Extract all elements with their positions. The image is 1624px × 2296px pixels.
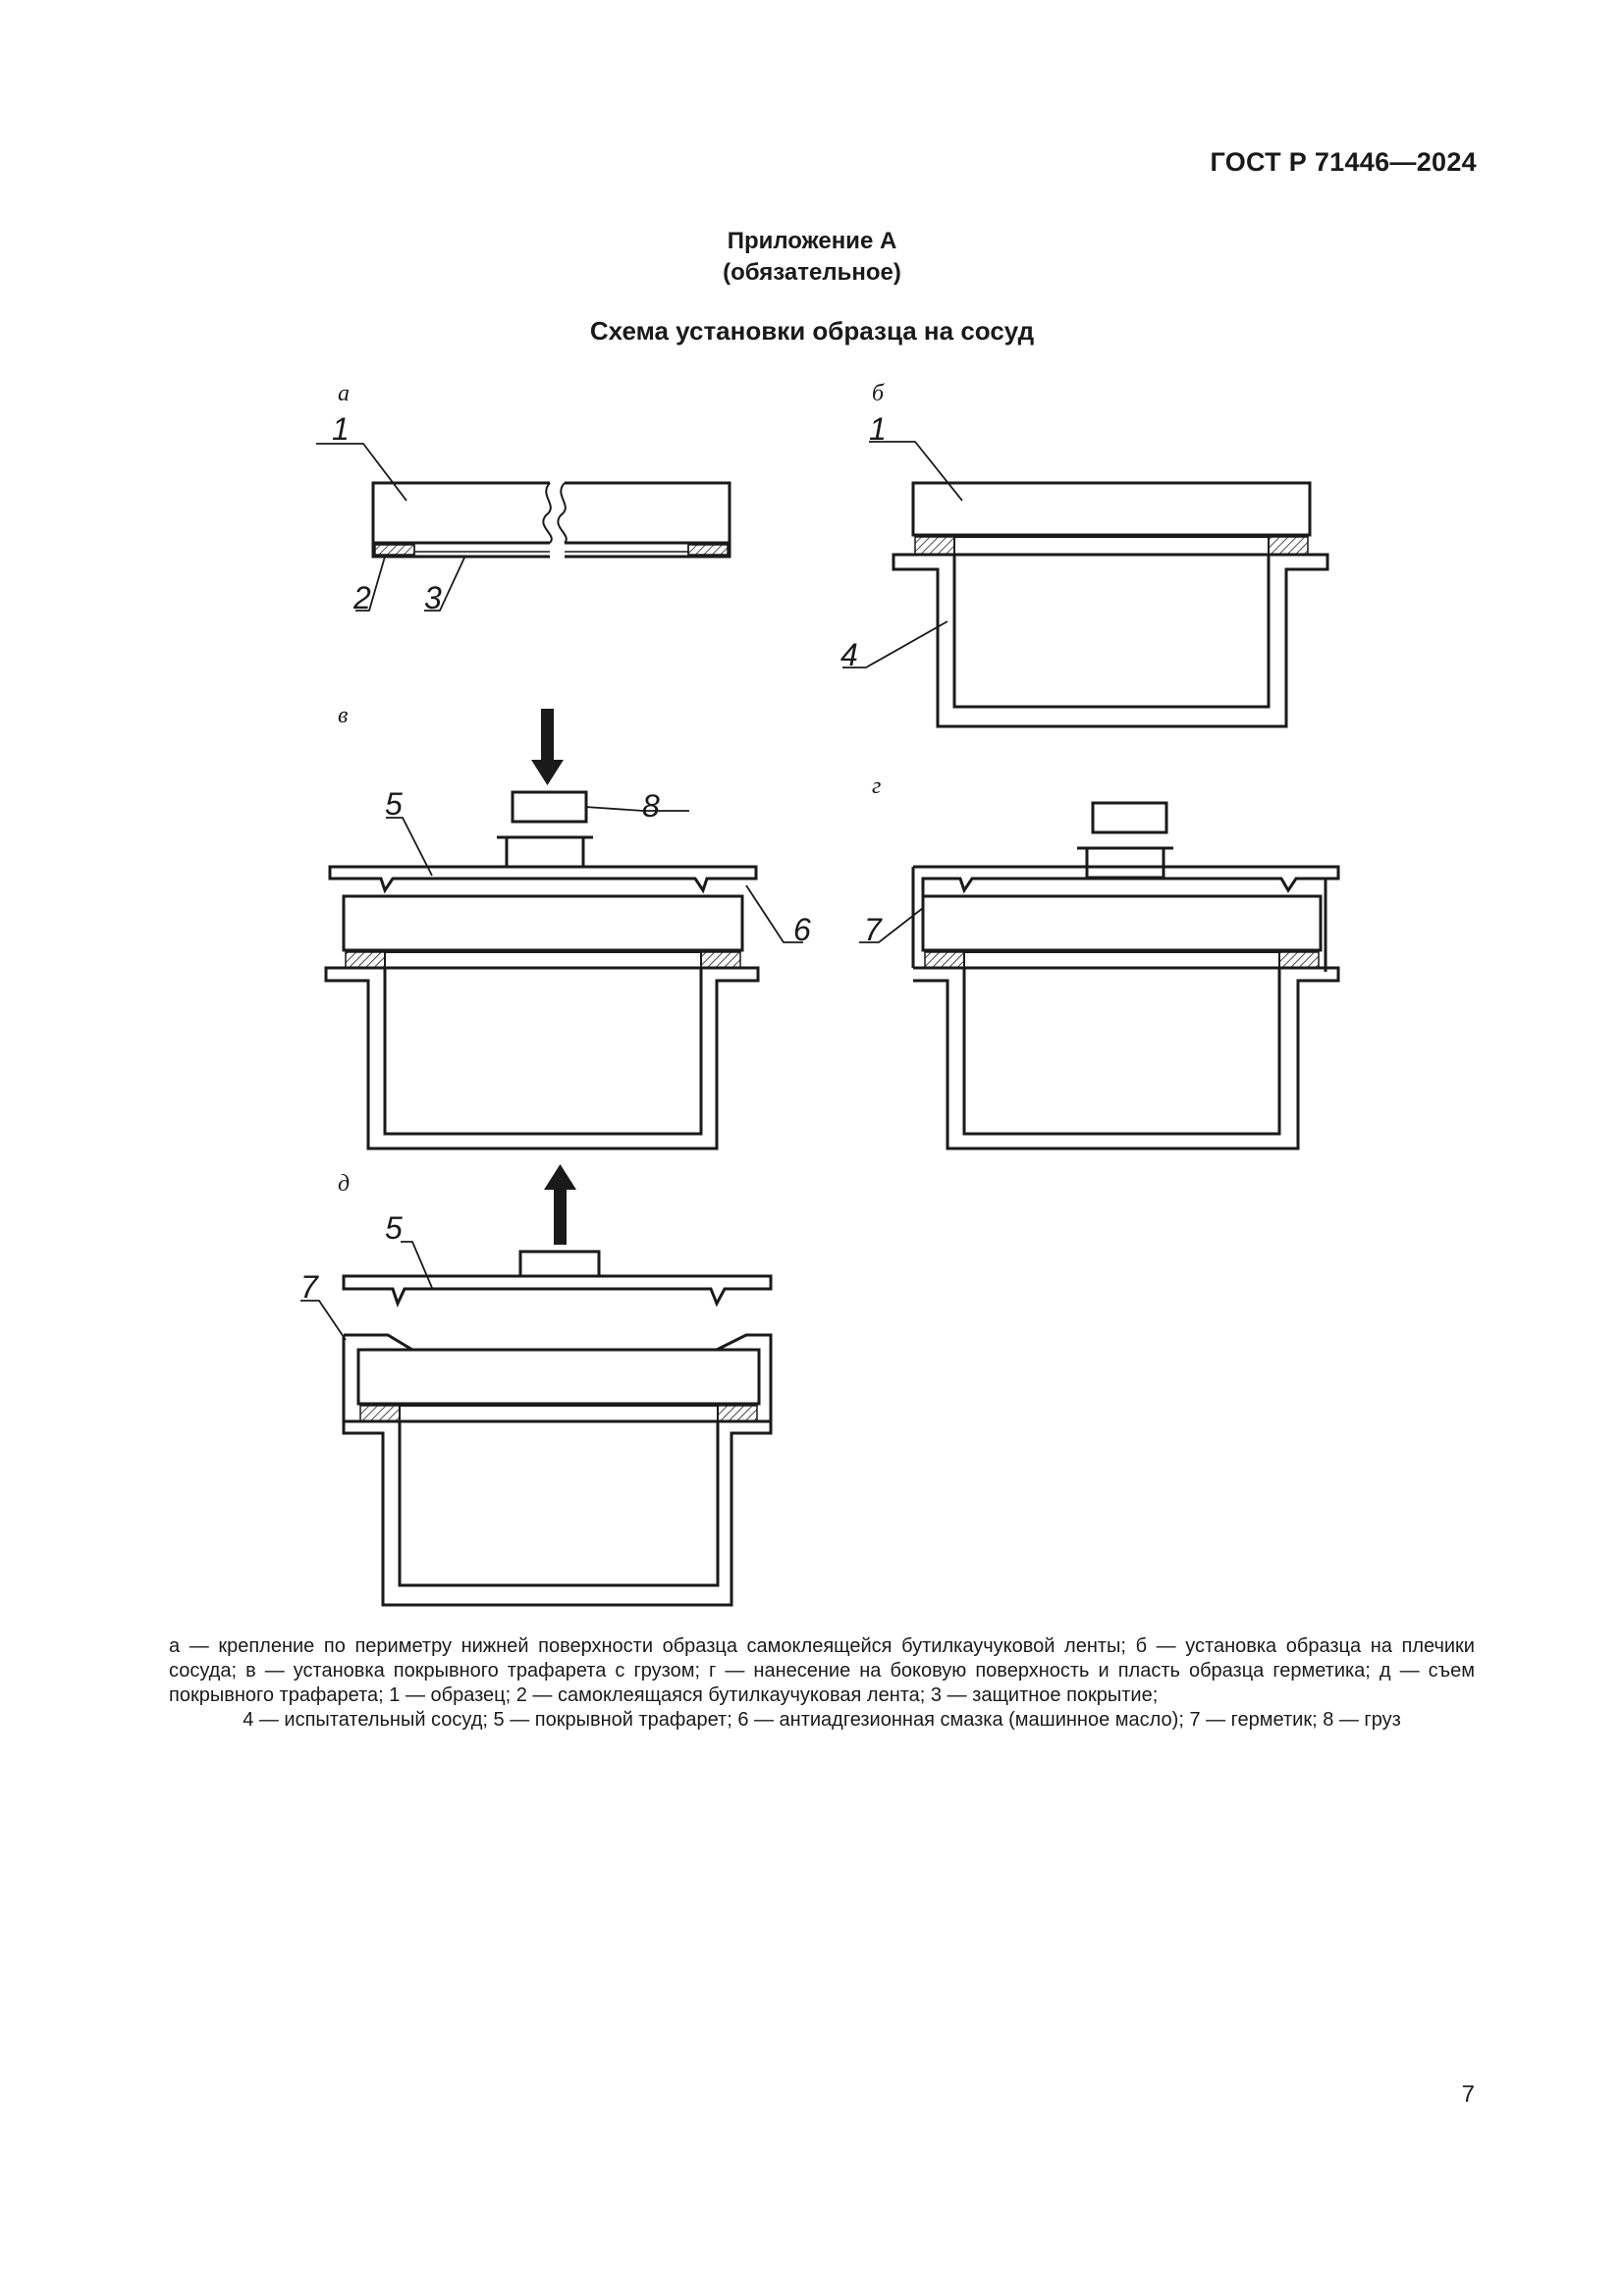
- callout-3: 3: [424, 580, 442, 615]
- panel-d: [300, 1242, 771, 1605]
- panel-label-b: б: [872, 381, 885, 406]
- callout-2: 2: [353, 580, 371, 615]
- callout-5-d: 5: [385, 1210, 403, 1246]
- callout-5-v: 5: [385, 786, 403, 822]
- panel-v: [326, 792, 803, 1148]
- panel-label-g: г: [872, 774, 882, 799]
- callout-1-b: 1: [869, 411, 887, 447]
- document-id: ГОСТ Р 71446—2024: [1210, 147, 1477, 177]
- figure-caption: [169, 1634, 1475, 1733]
- caption-line-4: 4 — испытательный сосуд; 5 — покрывной трафарет; 6 — антиадгезионная смазка (машинное масло); 7 — герметик; 8 — груз: [243, 1709, 1401, 1731]
- annex-title: Приложение А: [727, 228, 897, 254]
- panel-label-a: а: [338, 381, 350, 406]
- page-number: 7: [1461, 2081, 1475, 2108]
- annex-status: (обязательное): [723, 259, 901, 286]
- caption-line-1: а — крепление по периметру нижней поверхности образца самоклеящейся бутилкаучуковой ленты; б — установка образца: [169, 1635, 1362, 1657]
- callout-7-d: 7: [300, 1269, 318, 1305]
- callout-8: 8: [642, 788, 660, 824]
- panel-a: [316, 444, 730, 611]
- panel-g: [859, 803, 1338, 1148]
- panel-b: [842, 442, 1327, 726]
- callout-4: 4: [840, 637, 858, 672]
- callout-7-g: 7: [864, 912, 882, 947]
- panel-label-d: д: [338, 1171, 351, 1197]
- caption-line-3: герметика; д — съем покрывного трафарета; 1 — образец; 2 — самоклеящаяся бутилкаучуковая лента; 3 — защитное покрытие;: [169, 1660, 1476, 1706]
- callout-6: 6: [793, 912, 811, 947]
- caption-line-2: на плечики сосуда; в — установка покрывного трафарета с грузом; г — нанесение на боковую поверхность и пласть образца: [169, 1635, 1475, 1682]
- callout-1-a: 1: [332, 411, 350, 447]
- panel-label-v: в: [338, 703, 349, 728]
- figure-title: Схема установки образца на сосуд: [589, 316, 1035, 346]
- load-down-arrow: [531, 709, 564, 785]
- lift-up-arrow: [544, 1164, 576, 1245]
